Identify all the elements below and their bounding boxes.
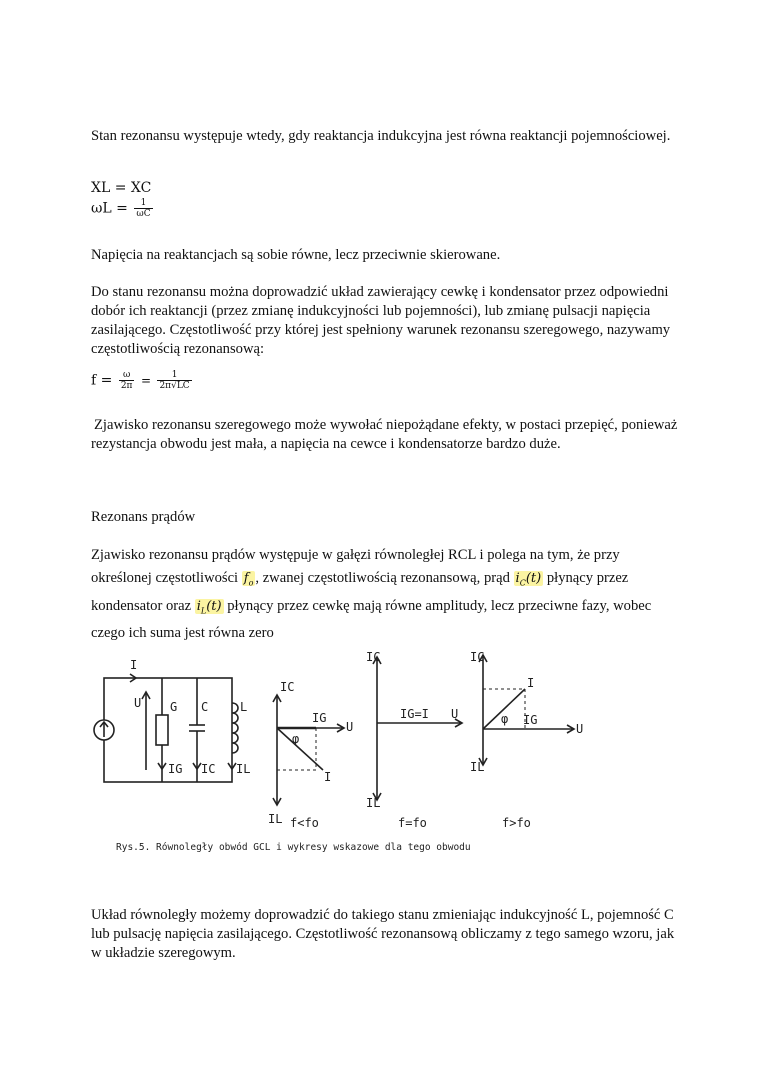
equation-f-equals: = <box>140 373 151 388</box>
symbol-il-arg: (t) <box>206 598 222 614</box>
equation-f-lhs: f = <box>91 372 113 389</box>
fraction-numerator: 1 <box>134 198 152 209</box>
circuit-label-l: L <box>240 700 248 714</box>
para5-part-b: , zwanej częstotliwością rezonansową, prąd <box>255 570 514 586</box>
d3-label-ig: IG <box>523 713 538 727</box>
d1-label-il: IL <box>268 812 283 826</box>
para5-part-c: płynący przez kondensator oraz <box>91 570 629 614</box>
paragraph-resonance-condition: Stan rezonansu występuje wtedy, gdy reaktancja indukcyjna jest równa reaktancji pojemnościowej. <box>91 128 671 144</box>
d3-condition: f>fo <box>502 816 531 830</box>
symbol-ic-arg: (t) <box>525 571 542 586</box>
d3-label-phi: φ <box>501 712 509 726</box>
d2-condition: f=fo <box>398 816 427 830</box>
equation-xl-xc <box>91 180 151 196</box>
d1-label-i: I <box>324 770 332 784</box>
circuit-label-i: I <box>130 658 138 672</box>
circuit-label-ig: IG <box>168 762 183 776</box>
fraction-numerator: ω <box>119 370 135 381</box>
fraction-denominator: ωC <box>136 209 151 219</box>
heading-current-resonance: Rezonans prądów <box>91 509 196 525</box>
equation-f-fraction-1 <box>119 370 135 391</box>
para5-part-a: Zjawisko rezonansu prądów występuje w gałęzi równoległej RCL i polega na tym, że przy określonej częstotliwości <box>91 547 620 586</box>
d1-label-ig: IG <box>312 711 327 725</box>
circuit-label-g: G <box>170 700 178 714</box>
d2-label-ig: IG=I <box>400 707 429 721</box>
figure-gcl-phasor <box>90 645 590 860</box>
circuit-label-u: U <box>134 696 142 710</box>
d1-label-u: U <box>346 720 354 734</box>
circuit-label-ic: IC <box>201 762 216 776</box>
figure-caption: Rys.5. Równoległy obwód GCL i wykresy wskazowe dla tego obwodu <box>116 842 471 853</box>
circuit-label-c: C <box>201 700 209 714</box>
equation-omega-l-fraction <box>134 198 152 219</box>
symbol-ic-main: i <box>515 571 520 586</box>
d1-condition: f<fo <box>290 816 319 830</box>
symbol-ic <box>514 571 544 586</box>
equation-xl-xc-text: XL = XC <box>91 180 152 196</box>
paragraph-opposite-voltages: Napięcia na reaktancjach są sobie równe, lecz przeciwnie skierowane. <box>91 247 501 263</box>
symbol-f0-main: f <box>243 571 249 586</box>
symbol-il-sub: L <box>200 606 207 616</box>
symbol-il <box>195 599 224 614</box>
symbol-ic-sub: C <box>519 578 526 588</box>
fraction-numerator: 1 <box>157 370 191 381</box>
equation-omega-l-lhs: ωL = <box>91 200 128 217</box>
equation-resonant-frequency <box>91 370 194 391</box>
symbol-il-main: i <box>196 598 201 614</box>
d2-label-il: IL <box>366 796 381 810</box>
equation-omega-l <box>91 198 155 219</box>
symbol-f0-sub: o <box>248 578 254 588</box>
paragraph-overvoltage: Zjawisko rezonansu szeregowego może wywołać niepożądane efekty, w postaci przepięć, ponieważ rezystancja obwodu jest mała, a napięcia na cewce i kondensatorze bardzo duże. <box>91 417 678 452</box>
symbol-f0 <box>242 571 256 586</box>
fraction-denominator: 2π <box>120 381 133 391</box>
paragraph-series-resonance: Do stanu rezonansu można doprowadzić układ zawierający cewkę i kondensator przez odpowiedni dobór ich reaktancji (przez zmianę indukcyjności lub pojemności), lub zmianę pulsacji napięcia zasilającego. Częstotliwość przy której jest spełniony warunek rezonansu szeregowego, nazywamy częstotliwością rezonansową: <box>91 284 671 357</box>
fraction-denominator: 2π√LC <box>159 381 190 391</box>
d1-label-phi: φ <box>292 732 300 746</box>
d2-label-u: U <box>451 707 459 721</box>
d3-label-i: I <box>527 676 535 690</box>
d3-label-il: IL <box>470 760 485 774</box>
d1-label-ic: IC <box>280 680 295 694</box>
para5-part-d: płynący przez cewkę mają równe amplitudy, lecz przeciwne fazy, wobec czego ich suma jest równa zero <box>91 597 652 642</box>
paragraph-current-resonance <box>91 544 681 645</box>
paragraph-parallel-resonance: Układ równoległy możemy doprowadzić do takiego stanu zmieniając indukcyjność L, pojemność C lub pulsację napięcia zasilającego. Częstotliwość rezonansową obliczamy z tego samego wzoru, jak w układzie szeregowym. <box>91 907 675 961</box>
d3-label-ic: IC <box>470 650 485 664</box>
inductor-coil <box>232 703 238 753</box>
equation-f-fraction-2 <box>157 370 191 391</box>
d3-label-u: U <box>576 722 584 736</box>
conductance-g <box>156 715 168 745</box>
circuit-label-il: IL <box>236 762 251 776</box>
d2-label-ic: IC <box>366 650 381 664</box>
